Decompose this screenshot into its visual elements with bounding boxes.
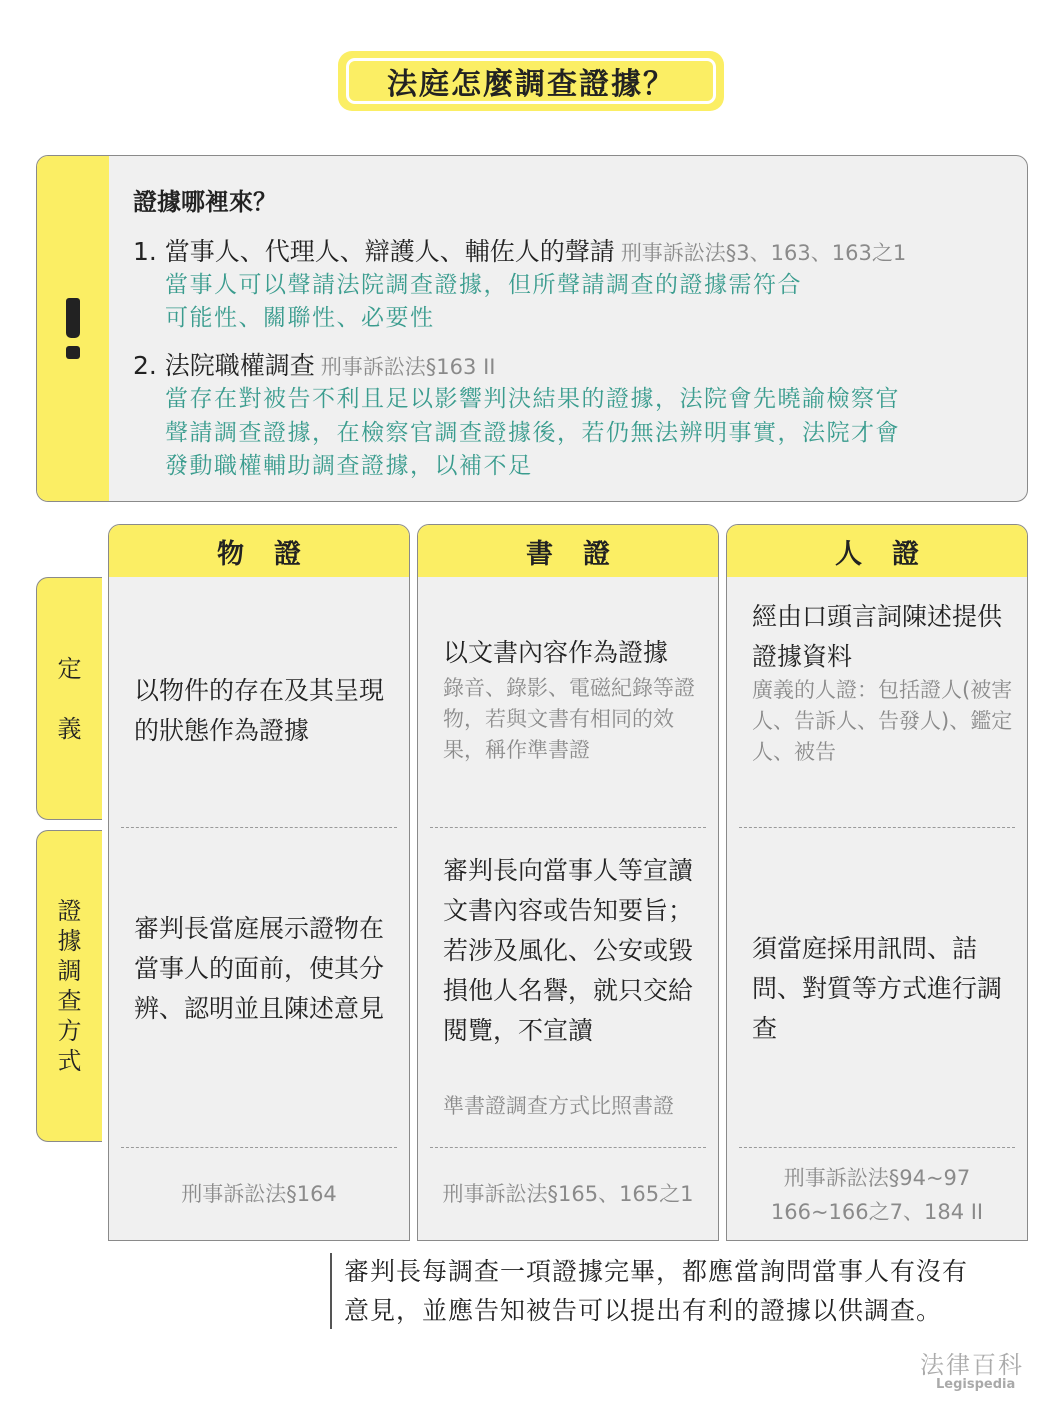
testimonial-definition-note: 廣義的人證：包括證人(被害人、告訴人、告發人)、鑑定人、被告 bbox=[752, 678, 1013, 764]
notice-item-2-line-2: 聲請調查證據，在檢察官調查證據後，若仍無法辨明事實，法院才會 bbox=[165, 420, 900, 446]
column-header-documentary: 書證 bbox=[418, 525, 718, 577]
divider bbox=[121, 1147, 397, 1148]
exclamation-icon bbox=[66, 298, 80, 338]
notice-strip bbox=[37, 156, 109, 501]
note-bar bbox=[330, 1253, 332, 1329]
documentary-method-note: 準書證調查方式比照書證 bbox=[443, 1094, 674, 1118]
testimonial-law-ref-2: 166~166之7、184 II bbox=[770, 1200, 984, 1224]
physical-method: 審判長當庭展示證物在當事人的面前，使其分辨、認明並且陳述意見 bbox=[134, 914, 385, 1023]
testimonial-definition: 經由口頭言詞陳述提供證據資料 bbox=[752, 602, 1003, 671]
vertical-label-char: 調 bbox=[57, 957, 82, 985]
physical-law-ref: 刑事訴訟法§164 bbox=[181, 1182, 337, 1206]
documentary-method: 審判長向當事人等宣讀文書內容或告知要旨；若涉及風化、公安或毀損他人名譽，就只交給閱覽，不宣讀 bbox=[443, 856, 694, 1045]
vertical-label-char: 查 bbox=[57, 987, 82, 1015]
row-label-method-text bbox=[58, 896, 82, 1076]
testimonial-law-ref-1: 刑事訴訟法§94~97 bbox=[783, 1166, 971, 1190]
vertical-label-char: 式 bbox=[57, 1047, 82, 1075]
notice-item-1-label: 1. 當事人、代理人、辯護人、輔佐人的聲請 bbox=[133, 237, 615, 266]
divider bbox=[121, 827, 397, 828]
vertical-label-char: 證 bbox=[57, 897, 82, 925]
divider bbox=[430, 827, 706, 828]
footer-note-line-2: 意見，並應告知被告可以提出有利的證據以供調查。 bbox=[344, 1296, 943, 1325]
divider bbox=[739, 1147, 1015, 1148]
column-header-testimonial: 人證 bbox=[727, 525, 1027, 577]
documentary-law-ref: 刑事訴訟法§165、165之1 bbox=[442, 1182, 694, 1206]
notice-item-2-label: 2. 法院職權調查 bbox=[133, 351, 315, 380]
notice-item-1-ref: 刑事訴訟法§3、163、163之1 bbox=[620, 241, 907, 265]
row-label-definition bbox=[36, 577, 102, 820]
physical-definition: 以物件的存在及其呈現的狀態作為證據 bbox=[134, 676, 385, 745]
footer-note-line-1: 審判長每調查一項證據完畢，都應當詢問當事人有沒有 bbox=[344, 1257, 969, 1286]
row-label-method bbox=[36, 830, 102, 1142]
notice-item-1 bbox=[133, 232, 906, 268]
notice-item-2-line-3: 發動職權輔助調查證據，以補不足 bbox=[165, 453, 533, 479]
page-title-badge bbox=[338, 51, 724, 111]
vertical-label-char: 據 bbox=[57, 927, 82, 955]
brand-logo: 法律百科 bbox=[920, 1351, 1024, 1379]
divider bbox=[739, 827, 1015, 828]
column-header-physical: 物證 bbox=[109, 525, 409, 577]
vertical-label-char: 定 bbox=[57, 654, 82, 683]
column-testimonial-evidence bbox=[726, 524, 1028, 1241]
column-physical-evidence bbox=[108, 524, 410, 1241]
page-title: 法庭怎麼調查證據？ bbox=[346, 58, 716, 104]
notice-item-2-line-1: 當存在對被告不利且足以影響判決結果的證據，法院會先曉諭檢察官 bbox=[165, 386, 900, 412]
testimonial-method: 須當庭採用訊問、詰問、對質等方式進行調查 bbox=[752, 934, 1003, 1043]
notice-heading: 證據哪裡來？ bbox=[133, 188, 277, 216]
row-label-definition-text bbox=[58, 654, 82, 744]
notice-item-1-line-1: 當事人可以聲請法院調查證據，但所聲請調查的證據需符合 bbox=[165, 272, 802, 298]
footer-note bbox=[344, 1252, 968, 1330]
documentary-definition: 以文書內容作為證據 bbox=[443, 638, 669, 667]
notice-item-2 bbox=[133, 346, 495, 382]
notice-box bbox=[36, 155, 1028, 502]
brand-logo-sub: Legispedia bbox=[936, 1377, 1016, 1392]
vertical-label-char: 方 bbox=[57, 1017, 82, 1045]
exclamation-icon-dot bbox=[66, 346, 80, 359]
column-documentary-evidence bbox=[417, 524, 719, 1241]
vertical-label-char: 義 bbox=[57, 714, 82, 743]
divider bbox=[430, 1147, 706, 1148]
notice-item-1-line-2: 可能性、關聯性、必要性 bbox=[165, 305, 435, 331]
documentary-definition-note: 錄音、錄影、電磁紀錄等證物，若與文書有相同的效果，稱作準書證 bbox=[443, 676, 695, 762]
notice-item-2-ref: 刑事訴訟法§163 II bbox=[320, 355, 496, 379]
